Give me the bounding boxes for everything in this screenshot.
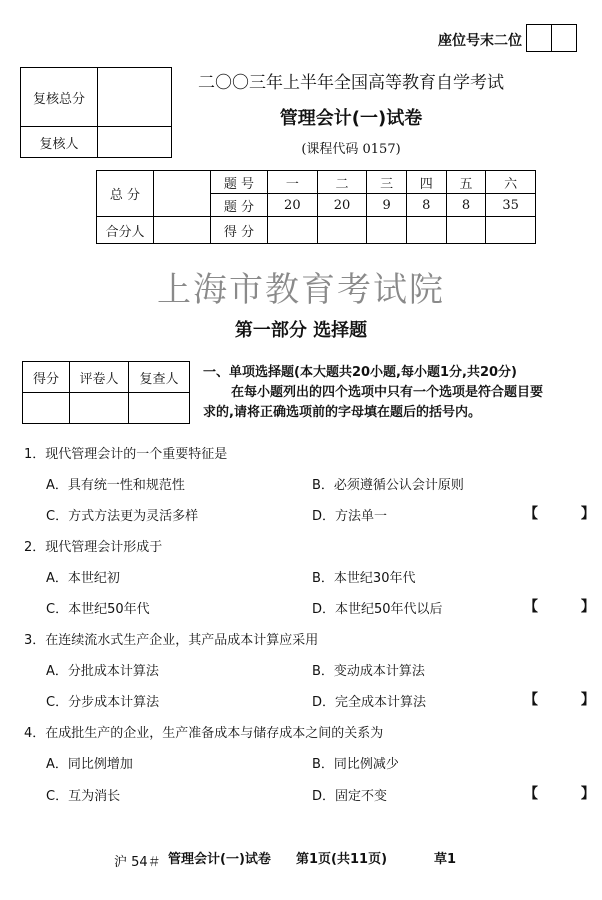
question-stem: 3．在连续流水式生产企业，其产品成本计算应采用 (24, 633, 319, 648)
question-no-label: 题 号 (211, 171, 268, 194)
paper-title: 管理会计(一)试卷 (279, 108, 423, 129)
points-label: 题 分 (211, 194, 268, 217)
question-stem: 1．现代管理会计的一个重要特征是 (24, 447, 228, 462)
footer-page-number: 第1页(共11页) (296, 852, 388, 867)
option-d: D．方法单一 (312, 509, 388, 524)
section-points: 20 (268, 194, 318, 217)
got-cell[interactable] (486, 217, 536, 244)
grader-score-cell[interactable] (23, 393, 70, 424)
option-a: A．同比例增加 (46, 757, 133, 772)
section-points: 20 (317, 194, 367, 217)
institution-stamp: 上海市教育考试院 (157, 270, 445, 310)
grader-table (22, 361, 190, 424)
total-cell[interactable] (154, 171, 211, 217)
question-stem: 2．现代管理会计形成于 (24, 540, 163, 555)
footer-paper-title: 管理会计(一)试卷 (168, 852, 271, 867)
question-stem: 4．在成批生产的企业，生产准备成本与储存成本之间的关系为 (24, 726, 384, 741)
section-points: 8 (406, 194, 446, 217)
got-cell[interactable] (317, 217, 367, 244)
got-label: 得 分 (211, 217, 268, 244)
grader-checker-cell[interactable] (129, 393, 190, 424)
section-no: 五 (446, 171, 486, 194)
seat-digit-box-2[interactable] (551, 24, 577, 52)
reviewer-label: 复核人 (21, 127, 98, 158)
part-title: 第一部分 选择题 (234, 320, 368, 341)
section-instruction-line: 求的,请将正确选项前的字母填在题后的括号内。 (203, 405, 481, 420)
section-instruction-line: 在每小题列出的四个选项中只有一个选项是符合题目要 (231, 385, 544, 400)
answer-bracket[interactable]: 【 】 (524, 692, 595, 708)
section-points: 35 (486, 194, 536, 217)
grader-checker-label: 复查人 (129, 362, 190, 393)
exam-title: 二〇〇三年上半年全国高等教育自学考试 (198, 73, 504, 93)
answer-bracket[interactable]: 【 】 (524, 786, 595, 802)
score-table (96, 170, 536, 244)
section-heading: 一、单项选择题(本大题共20小题,每小题1分,共20分) (203, 365, 517, 380)
got-cell[interactable] (406, 217, 446, 244)
got-cell[interactable] (367, 217, 407, 244)
grader-marker-label: 评卷人 (70, 362, 129, 393)
seat-number-label: 座位号末二位 (438, 33, 522, 49)
section-no: 三 (367, 171, 407, 194)
scorer-cell[interactable] (154, 217, 211, 244)
scorer-label: 合分人 (97, 217, 154, 244)
option-c: C．方式方法更为灵活多样 (46, 509, 199, 524)
option-c: C．分步成本计算法 (46, 695, 160, 710)
option-b: B．变动成本计算法 (312, 664, 425, 679)
section-points: 8 (446, 194, 486, 217)
option-c: C．本世纪50年代 (46, 602, 150, 617)
option-a: A．具有统一性和规范性 (46, 478, 185, 493)
section-no: 一 (268, 171, 318, 194)
option-b: B．同比例减少 (312, 757, 399, 772)
grader-score-label: 得分 (23, 362, 70, 393)
option-d: D．本世纪50年代以后 (312, 602, 443, 617)
total-label: 总 分 (97, 171, 154, 217)
section-no: 四 (406, 171, 446, 194)
footer-code: 沪 54＃ (114, 855, 161, 870)
got-cell[interactable] (446, 217, 486, 244)
option-d: D．固定不变 (312, 789, 388, 804)
option-b: B．必须遵循公认会计原则 (312, 478, 464, 493)
option-a: A．分批成本计算法 (46, 664, 159, 679)
answer-bracket[interactable]: 【 】 (524, 506, 595, 522)
option-b: B．本世纪30年代 (312, 571, 416, 586)
seat-digit-box-1[interactable] (526, 24, 552, 52)
review-total-label: 复核总分 (21, 68, 98, 127)
answer-bracket[interactable]: 【 】 (524, 599, 595, 615)
footer-draft: 草1 (434, 852, 457, 867)
section-no: 二 (317, 171, 367, 194)
section-points: 9 (367, 194, 407, 217)
option-c: C．互为消长 (46, 789, 121, 804)
option-a: A．本世纪初 (46, 571, 120, 586)
got-cell[interactable] (268, 217, 318, 244)
course-code: (课程代码 0157) (301, 142, 401, 157)
section-instructions (203, 363, 588, 423)
grader-marker-cell[interactable] (70, 393, 129, 424)
section-no: 六 (486, 171, 536, 194)
option-d: D．完全成本计算法 (312, 695, 427, 710)
